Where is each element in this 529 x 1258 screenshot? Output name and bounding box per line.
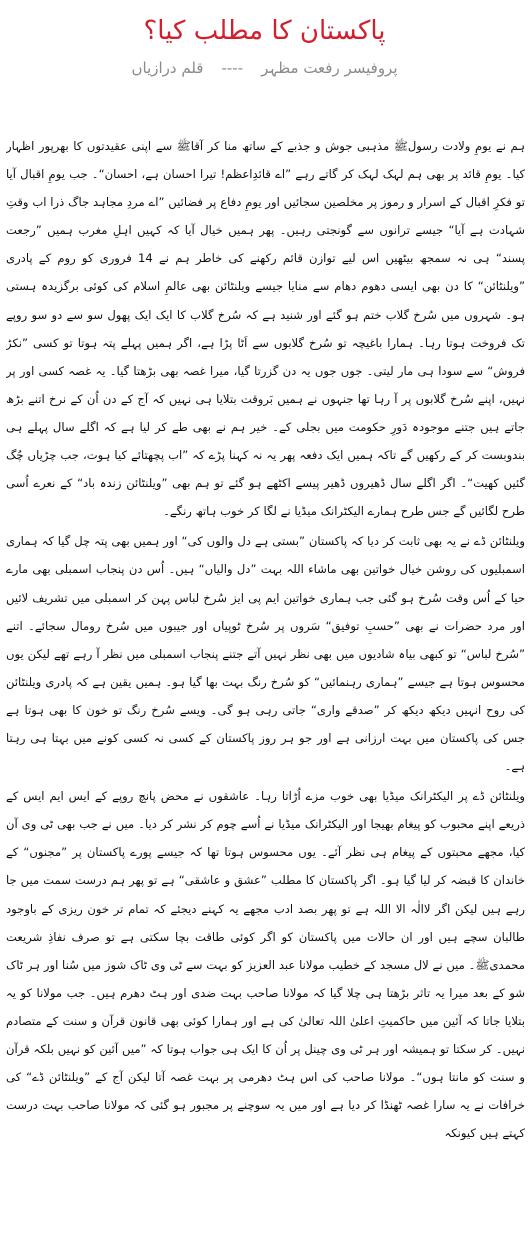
paragraph: ویلنٹائن ڈے پر الیکٹرانک میڈیا بھی خوب مزے اُڑاتا رہا۔ عاشقوں نے محض پانچ روپے کے ایس ایم ایس کے ذریعے اپنے محبوب کو پیغام بھیجا اور الیکٹرانک میڈیا نے اُسے چوم کر نشر کر دیا۔ میں نے جب بھی ٹی وی آن کیا، مجھے محبتوں کے پیغام ہی نظر آئے۔ یوں محسوس ہوتا تھا کہ جیسے پورے پاکستان پر ”مجنوں“ کے خاندان کا قبضہ کر لیا گیا ہو۔ اگر پاکستان کا مطلب ”عشق و عاشقی“ ہے تو پھر ہم درست سمت میں جا رہے ہیں لیکن اگر لاالٰہ الا اللہ ہے تو پھر بصد ادب مجھے یہ کہنے دیجئے کہ تمام تر خون ریزی کے باوجود طالبان سچے ہیں اور ان حالات میں پاکستان کو اگر کوئی طاقت بچا سکتی ہے تو صرف نفاذِ شریعت محمدیﷺ۔ میں نے لال مسجد کے خطیب مولانا عبد العزیز کو بہت سے ٹی وی ٹاک شوز میں سُنا اور ہر ٹاک شو کے بعد میرا یہ تاثر بڑھتا ہی چلا گیا کہ مولانا صاحب بہت ضدی اور ہٹ دھرم ہیں۔ جب مولانا کو یہ بتلایا جاتا کہ آئین میں حاکمیتِ اعلیٰ اللہ تعالیٰ کی ہے اور ہمارا کوئی بھی قانون قرآن و سنت کے متصادم نہیں۔ کر سکتا تو ہمیشہ اور ہر ٹی وی چینل پر اُن کا ایک ہی جواب ہوتا کہ ”میں آئین کو نہیں بلکہ قرآن و سنت کو مانتا ہوں“۔ مولانا صاحب کی اس ہٹ دھرمی پر بہت غصہ آتا لیکن آج کے ”ویلنٹائن ڈے“ کی خرافات نے یہ سارا غصہ ٹھنڈا کر دیا ہے اور میں یہ سوچنے پر مجبور ہو گئی کہ مولانا صاحب بہت درست کہتے ہیں کیونکہ [6, 789, 525, 1141]
article-body [6, 132, 525, 1254]
article-title: پاکستان کا مطلب کیا؟ [143, 16, 386, 46]
column-name: قلم درازیاں [131, 59, 204, 77]
paragraph: ویلنٹائن ڈے نے یہ بھی ثابت کر دیا کہ پاکستان ”بستی ہے دل والوں کی“ اور ہمیں بھی پتہ چل گیا کہ ہماری اسمبلیوں کی روشن خیال خواتین بھی ماشاء اللہ بہت ”دل والیاں“ ہیں۔ اُس دن پنجاب اسمبلی بھی مارے حیا کے اُس وقت سُرخ ہو گئی جب ہماری خواتین ایم پی ایز سُرخ لباس پہن کر اسمبلی میں تشریف لائیں اور مرد حضرات نے بھی ”حسبِ توفیق“ سَروں پر سُرخ ٹوپیاں اور جیبوں میں سُرخ رومال سجائے۔ اتنے ”سُرخ لباس“ تو کبھی بیاہ شادیوں میں بھی نظر نہیں آتے جتنے پنجاب اسمبلی میں نظر آ رہے تھے لیکن یوں محسوس ہوتا ہے جیسے ”ہماری رہنمائیں“ کو سُرخ رنگ بہت بھا گیا ہو۔ ہمیں یقین ہے کہ پادری ویلنٹائن کی روح انہیں دیکھ دیکھ کر ”صدقے واری“ جاتی رہی ہو گی۔ ویسے سُرخ رنگ تو خون کا بھی ہوتا ہے جس کی پاکستان میں بہت ارزانی ہے اور جو ہر روز پاکستان کے کسی نہ کسی کونے میں بہتا ہی رہتا ہے۔ [6, 534, 525, 774]
byline [0, 58, 529, 78]
author-name: پروفیسر رفعت مظہر [261, 59, 398, 77]
article-header [0, 0, 529, 92]
byline-separator: ---- [221, 59, 244, 77]
paragraph: ہم نے یومِ ولادت رسولﷺ مذہبی جوش و جذبے کے ساتھ منا کر آقاﷺ سے اپنی عقیدتوں کا بھرپور اظہار کیا۔ یومِ قائد پر بھی ہم لہک لہک کر گاتے رہے ”اے قائدِاعظم! تیرا احسان ہے، احسان“۔ جب یومِ اقبال آیا تو فکرِ اقبال کے اسرار و رموز پر مخلصین سجائیں اور یومِ دفاع پر فضائیں ”اے مردِ مجاہد جاگ ذرا اب وقتِ شہادت ہے آیا“ جیسے ترانوں سے گونجتی رہیں۔ پھر ہمیں خیال آیا کہ کہیں اہلِ مغرب ہمیں ”رجعت پسند“ ہی نہ سمجھ بیٹھیں اس لیے توازن قائم رکھنے کی خاطر ہم نے 14 فروری کو روم کے پادری ”ویلنٹائن“ کا دن بھی ایسی دھوم دھام سے منایا جیسے ویلنٹائن بھی عالمِ اسلام کی کوئی برگزیدہ ہستی ہو۔ شہروں میں سُرخ گلاب ختم ہو گئے اور شنید ہے کہ سُرخ گلاب کا ایک ایک پھول سو سے دو سو روپے تک فروخت ہوتا رہا۔ ہمارا باغیچہ تو سُرخ گلابوں سے اَٹا پڑا ہے، اگر ہمیں پہلے پتہ ہوتا تو کسی ”نکڑ فروش“ سے سودا ہی مار لیتی۔ جوں جوں یہ دن گزرتا گیا، میرا غصہ بھی بڑھتا گیا۔ یہ غصہ کسی اور پر نہیں، اپنے سُرخ گلابوں پر آ رہا تھا جنہوں نے ہمیں بَروقت بتلایا ہی نہیں کہ آج کے دن اُن کے نرخ اتنے بڑھ جاتے ہیں جتنے موجودہ دَورِ حکومت میں بجلی کے۔ خیر ہم نے بھی طے کر لیا ہے کہ اگلے سال پہلے ہی بندوبست کر کے رکھیں گے تاکہ ہمیں ایک دفعہ پھر یہ نہ کہنا پڑے کہ ”اب پچھتائے کیا ہوت، جب چڑیاں چُگ گئیں کھیت“۔ اگر اگلے سال ڈھیروں ڈھیر پیسے اکٹھے ہو گئے تو ہم بھی ”ویلنٹائن زندہ باد“ کے نعرے اُسی طرح لگائیں گے جس طرح ہمارے الیکٹرانک میڈیا نے لگا کر خوب ہاتھ رنگے۔ [6, 139, 525, 519]
